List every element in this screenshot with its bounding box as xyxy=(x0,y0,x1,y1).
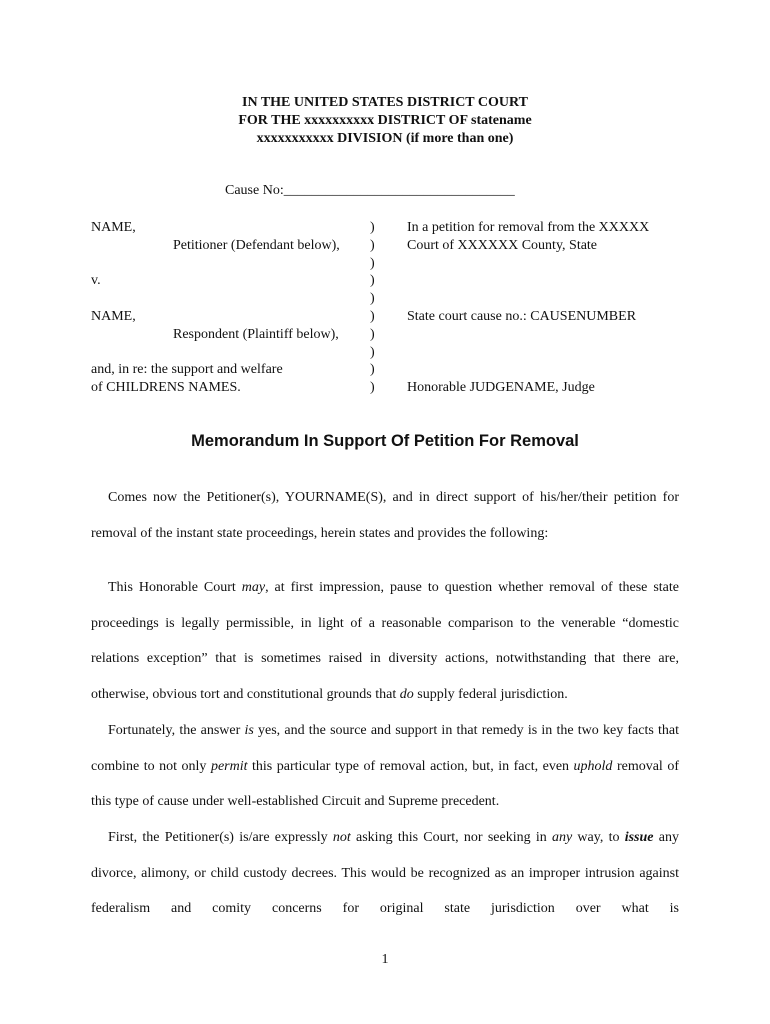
caption-paren: ) xyxy=(370,237,375,253)
court-district-line: FOR THE xxxxxxxxxx DISTRICT OF statename xyxy=(238,113,532,128)
caption-party-line: of CHILDRENS NAMES. xyxy=(91,380,241,396)
caption-party-line: Petitioner (Defendant below), xyxy=(173,237,340,253)
caption-party-line: NAME, xyxy=(91,220,136,235)
caption-detail-line: State court cause no.: CAUSENUMBER xyxy=(407,309,637,324)
case-caption xyxy=(91,219,691,399)
caption-paren: ) xyxy=(370,380,375,396)
text-run: yes, and the source and support in that remedy is in the two key facts that combine to not only xyxy=(91,723,680,774)
caption-detail-line: Court of XXXXXX County, State xyxy=(407,237,598,253)
caption-paren: ) xyxy=(370,273,375,289)
text-run: this particular type of removal action, but, in fact, even xyxy=(247,758,574,774)
paragraph-text xyxy=(91,570,679,713)
text-run: This Honorable Court xyxy=(108,580,242,595)
court-division-line: xxxxxxxxxxx DIVISION (if more than one) xyxy=(256,131,514,146)
emphasis-text: do xyxy=(399,687,414,703)
text-run: Fortunately, the answer xyxy=(108,723,245,738)
caption-paren: ) xyxy=(370,344,375,360)
caption-party-line: NAME, xyxy=(91,309,136,324)
caption-paren: ) xyxy=(370,326,375,342)
text-run: removal of this type of cause under well-established Circuit and Supreme precedent. xyxy=(91,758,679,810)
caption-paren: ) xyxy=(370,309,375,324)
paragraph-text xyxy=(91,820,679,927)
paragraph-first-point xyxy=(91,820,679,927)
paragraph-text: Comes now the Petitioner(s), YOURNAME(S), and in direct support of his/her/their petition for removal of the instant state proceedings, herein states and provides the following: xyxy=(91,490,679,541)
paragraph-answer xyxy=(91,713,679,820)
text-run: supply federal jurisdiction. xyxy=(413,687,568,703)
page-number: 1 xyxy=(381,952,389,967)
paragraph-question xyxy=(91,570,679,713)
caption-party-line: Respondent (Plaintiff below), xyxy=(173,326,339,342)
court-header xyxy=(0,94,770,148)
court-name-line: IN THE UNITED STATES DISTRICT COURT xyxy=(242,95,528,110)
emphasis-text: permit xyxy=(210,758,248,774)
caption-paren: ) xyxy=(370,291,375,307)
caption-paren: ) xyxy=(370,362,375,378)
text-run: way, to xyxy=(572,830,625,845)
emphasis-text: not xyxy=(332,830,351,845)
text-run: First, the Petitioner(s) is/are expressly xyxy=(108,830,333,845)
text-run: any divorce, alimony, or child custody decrees. This would be recognized as an improper intrusion against federalism and comity concerns for original state jurisdiction over what is xyxy=(91,830,679,917)
caption-detail-line: Honorable JUDGENAME, Judge xyxy=(407,380,595,396)
text-run: asking this Court, nor seeking in xyxy=(350,830,552,845)
emphasis-text: any xyxy=(551,830,573,845)
emphasis-text: may xyxy=(241,580,266,595)
caption-paren: ) xyxy=(370,220,375,235)
caption-paren: ) xyxy=(370,255,375,271)
text-run: , at first impression, pause to question whether removal of these state proceedings is legally permissible, in light of a reasonable comparison to the venerable “domestic relations exception” that is sometimes raised in diversity actions, notwithstanding that there are, otherwise, obvious tort and constitutional grounds that xyxy=(91,580,679,703)
paragraph-intro xyxy=(91,480,679,551)
caption-detail-line: In a petition for removal from the XXXXX xyxy=(407,220,650,235)
cause-number-line: Cause No:_________________________________ xyxy=(225,183,515,198)
memorandum-title: Memorandum In Support Of Petition For Removal xyxy=(191,432,579,450)
emphasis-text: uphold xyxy=(573,758,613,774)
caption-party-line: and, in re: the support and welfare xyxy=(91,362,283,378)
paragraph-text xyxy=(91,713,679,820)
strong-emphasis-text: issue xyxy=(624,830,654,845)
emphasis-text: is xyxy=(244,723,254,738)
caption-party-line: v. xyxy=(91,273,101,289)
